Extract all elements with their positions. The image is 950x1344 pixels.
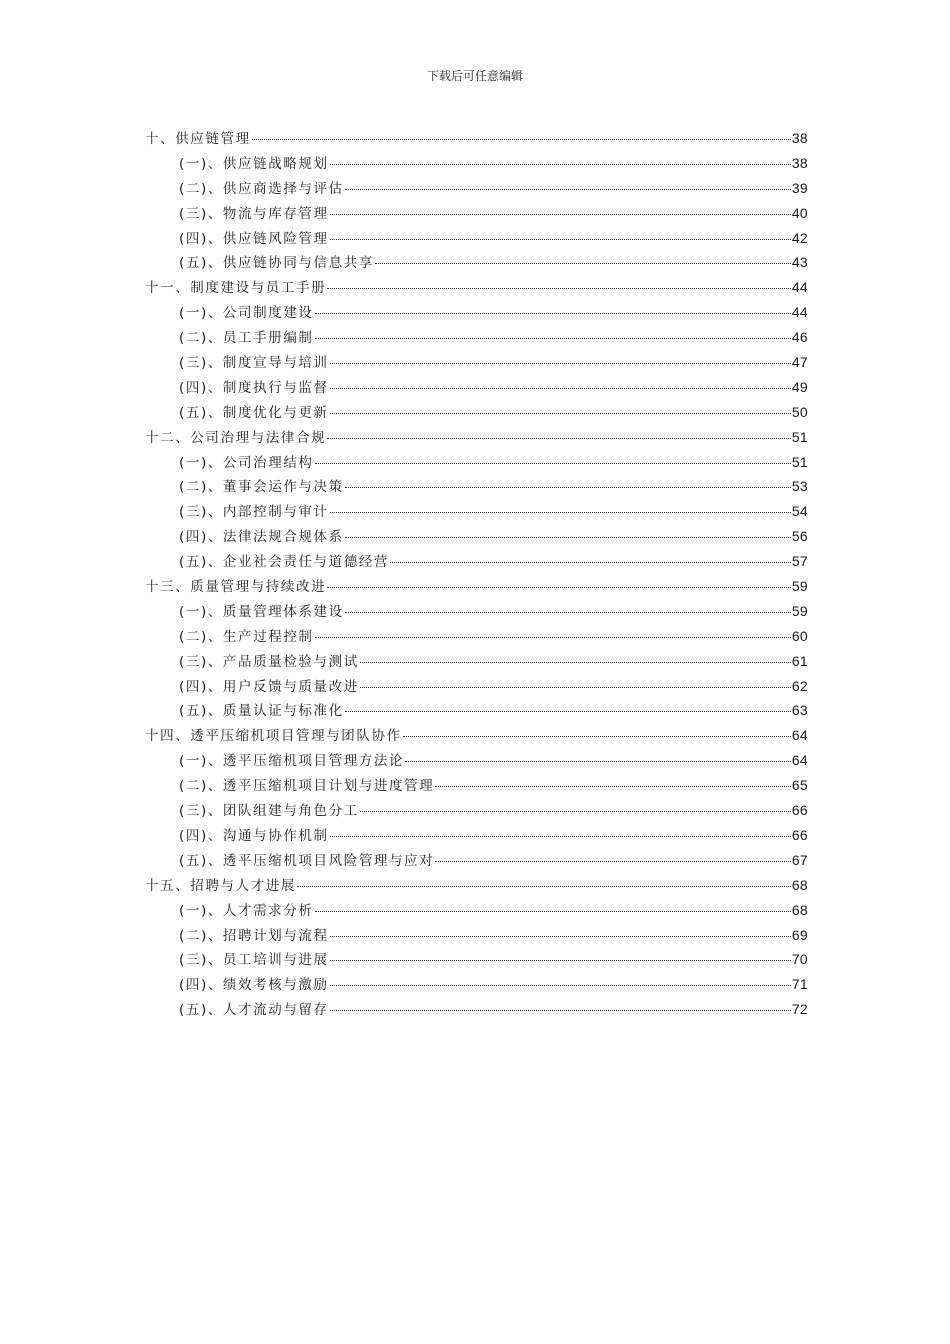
toc-page-number: 43 <box>791 254 808 271</box>
toc-dot-leader <box>330 374 791 389</box>
toc-dot-leader <box>297 872 791 887</box>
toc-entry-title: (五)、透平压缩机项目风险管理与应对 <box>179 852 435 869</box>
toc-section-entry[interactable] <box>145 499 808 524</box>
toc-section-entry[interactable] <box>145 350 808 375</box>
toc-entry-title: 十四、透平压缩机项目管理与团队协作 <box>145 728 402 745</box>
toc-page-number: 61 <box>791 652 808 669</box>
toc-section-entry[interactable] <box>145 674 808 699</box>
toc-section-entry[interactable] <box>145 250 808 275</box>
toc-entry-title: (三)、内部控制与审计 <box>179 504 329 521</box>
toc-page-number: 50 <box>791 403 808 420</box>
toc-dot-leader <box>390 548 791 563</box>
toc-dot-leader <box>360 673 791 688</box>
toc-entry-title: (三)、制度宣导与培训 <box>179 355 329 372</box>
toc-dot-leader <box>327 573 791 588</box>
toc-entry-title: (一)、公司治理结构 <box>179 454 314 471</box>
toc-dot-leader <box>315 449 791 464</box>
toc-entry-title: (二)、董事会运作与决策 <box>179 479 344 496</box>
toc-page-number: 56 <box>791 528 808 545</box>
toc-page-number: 46 <box>791 329 808 346</box>
toc-page-number: 39 <box>791 179 808 196</box>
toc-page-number: 66 <box>791 826 808 843</box>
toc-page-number: 60 <box>791 627 808 644</box>
toc-entry-title: 十五、招聘与人才进展 <box>145 877 296 894</box>
toc-dot-leader <box>315 623 791 638</box>
toc-dot-leader <box>252 125 791 140</box>
toc-dot-leader <box>327 424 791 439</box>
toc-entry-title: (一)、透平压缩机项目管理方法论 <box>179 753 405 770</box>
toc-section-entry[interactable] <box>145 923 808 948</box>
toc-page-number: 51 <box>791 453 808 470</box>
toc-dot-leader <box>315 897 791 912</box>
toc-page-number: 57 <box>791 553 808 570</box>
toc-dot-leader <box>330 399 791 414</box>
toc-dot-leader <box>345 473 791 488</box>
toc-entry-title: (三)、物流与库存管理 <box>179 205 329 222</box>
toc-entry-title: (三)、团队组建与角色分工 <box>179 803 359 820</box>
toc-chapter-entry[interactable] <box>145 723 808 748</box>
toc-dot-leader <box>330 225 791 240</box>
toc-page-number: 68 <box>791 901 808 918</box>
toc-entry-title: (四)、沟通与协作机制 <box>179 827 329 844</box>
toc-page-number: 49 <box>791 378 808 395</box>
toc-dot-leader <box>330 922 791 937</box>
toc-dot-leader <box>375 249 791 264</box>
toc-dot-leader <box>330 349 791 364</box>
toc-dot-leader <box>330 822 791 837</box>
toc-page-number: 38 <box>791 130 808 146</box>
toc-dot-leader <box>330 200 791 215</box>
toc-section-entry[interactable] <box>145 549 808 574</box>
toc-page-number: 68 <box>791 876 808 893</box>
toc-section-entry[interactable] <box>145 898 808 923</box>
toc-page-number: 54 <box>791 503 808 520</box>
toc-entry-title: (二)、透平压缩机项目计划与进度管理 <box>179 778 435 795</box>
page-header-note: 下载后可任意编辑 <box>426 69 523 83</box>
toc-page-number: 51 <box>791 428 808 445</box>
toc-page-number: 71 <box>791 976 808 993</box>
toc-page-number: 65 <box>791 777 808 794</box>
toc-dot-leader <box>405 747 791 762</box>
toc-page-number: 44 <box>791 304 808 321</box>
toc-dot-leader <box>435 847 790 862</box>
toc-dot-leader <box>403 722 791 737</box>
toc-entry-title: (一)、人才需求分析 <box>179 902 314 919</box>
toc-page-number: 63 <box>791 702 808 719</box>
toc-entry-title: (三)、产品质量检验与测试 <box>179 653 359 670</box>
toc-section-entry[interactable] <box>145 848 808 873</box>
toc-section-entry[interactable] <box>145 450 808 475</box>
toc-entry-title: 十、供应链管理 <box>145 131 251 147</box>
toc-entry-title: (二)、生产过程控制 <box>179 628 314 645</box>
toc-dot-leader <box>345 523 791 538</box>
toc-dot-leader <box>315 299 791 314</box>
toc-page-number: 72 <box>791 1001 808 1018</box>
toc-section-entry[interactable] <box>145 997 808 1022</box>
toc-entry-title: (四)、法律法规合规体系 <box>179 529 344 546</box>
toc-section-entry[interactable] <box>145 624 808 649</box>
toc-dot-leader <box>360 648 791 663</box>
toc-dot-leader <box>330 498 791 513</box>
toc-page-number: 64 <box>791 752 808 769</box>
toc-section-entry[interactable] <box>145 325 808 350</box>
toc-page-number: 70 <box>791 951 808 968</box>
toc-dot-leader <box>360 797 791 812</box>
toc-page-number: 47 <box>791 354 808 371</box>
toc-page-number: 69 <box>791 926 808 943</box>
toc-page-number: 40 <box>791 204 808 221</box>
toc-entry-title: (四)、用户反馈与质量改进 <box>179 678 359 695</box>
toc-section-entry[interactable] <box>145 947 808 972</box>
toc-entry-title: 十三、质量管理与持续改进 <box>145 579 327 596</box>
toc-section-entry[interactable] <box>145 151 808 176</box>
toc-page-number: 42 <box>791 229 808 246</box>
toc-section-entry[interactable] <box>145 649 808 674</box>
toc-dot-leader <box>330 971 791 986</box>
table-of-contents <box>145 126 808 1022</box>
toc-dot-leader <box>330 996 791 1011</box>
toc-dot-leader <box>435 772 790 787</box>
toc-entry-title: (四)、制度执行与监督 <box>179 379 329 396</box>
toc-section-entry[interactable] <box>145 823 808 848</box>
toc-page-number: 66 <box>791 802 808 819</box>
toc-section-entry[interactable] <box>145 474 808 499</box>
toc-dot-leader <box>315 324 791 339</box>
toc-section-entry[interactable] <box>145 201 808 226</box>
toc-dot-leader <box>330 150 791 165</box>
toc-chapter-entry[interactable] <box>145 275 808 300</box>
toc-entry-title: (五)、人才流动与留存 <box>179 1002 329 1019</box>
toc-entry-title: (一)、公司制度建设 <box>179 305 314 322</box>
toc-section-entry[interactable] <box>145 300 808 325</box>
toc-section-entry[interactable] <box>145 972 808 997</box>
toc-page-number: 67 <box>791 851 808 868</box>
toc-dot-leader <box>330 946 791 961</box>
toc-section-entry[interactable] <box>145 599 808 624</box>
toc-page-number: 38 <box>791 154 808 171</box>
toc-entry-title: (五)、企业社会责任与道德经营 <box>179 554 390 571</box>
toc-entry-title: (四)、供应链风险管理 <box>179 230 329 247</box>
toc-entry-title: (二)、供应商选择与评估 <box>179 180 344 197</box>
toc-entry-title: (二)、招聘计划与流程 <box>179 927 329 944</box>
toc-entry-title: (一)、质量管理体系建设 <box>179 603 344 620</box>
toc-chapter-entry[interactable] <box>145 425 808 450</box>
toc-section-entry[interactable] <box>145 748 808 773</box>
toc-entry-title: (一)、供应链战略规划 <box>179 155 329 172</box>
toc-page-number: 44 <box>791 279 808 296</box>
toc-entry-title: (三)、员工培训与进展 <box>179 952 329 969</box>
toc-entry-title: (五)、质量认证与标准化 <box>179 703 344 720</box>
toc-section-entry[interactable] <box>145 698 808 723</box>
toc-entry-title: (五)、制度优化与更新 <box>179 404 329 421</box>
toc-dot-leader <box>327 274 791 289</box>
toc-section-entry[interactable] <box>145 798 808 823</box>
toc-section-entry[interactable] <box>145 400 808 425</box>
toc-section-entry[interactable] <box>145 176 808 201</box>
toc-dot-leader <box>345 598 791 613</box>
toc-section-entry[interactable] <box>145 375 808 400</box>
toc-section-entry[interactable] <box>145 524 808 549</box>
toc-dot-leader <box>345 697 791 712</box>
toc-section-entry[interactable] <box>145 226 808 251</box>
toc-page-number: 53 <box>791 478 808 495</box>
toc-entry-title: (五)、供应链协同与信息共享 <box>179 255 374 272</box>
toc-entry-title: 十二、公司治理与法律合规 <box>145 429 327 446</box>
toc-page-number: 62 <box>791 677 808 694</box>
toc-page-number: 64 <box>791 727 808 744</box>
toc-section-entry[interactable] <box>145 773 808 798</box>
toc-entry-title: (二)、员工手册编制 <box>179 330 314 347</box>
toc-dot-leader <box>345 175 791 190</box>
toc-page-number: 59 <box>791 602 808 619</box>
toc-chapter-entry[interactable] <box>145 126 808 151</box>
toc-entry-title: 十一、制度建设与员工手册 <box>145 280 327 297</box>
toc-chapter-entry[interactable] <box>145 873 808 898</box>
toc-chapter-entry[interactable] <box>145 574 808 599</box>
toc-page-number: 59 <box>791 578 808 595</box>
toc-entry-title: (四)、绩效考核与激励 <box>179 977 329 994</box>
